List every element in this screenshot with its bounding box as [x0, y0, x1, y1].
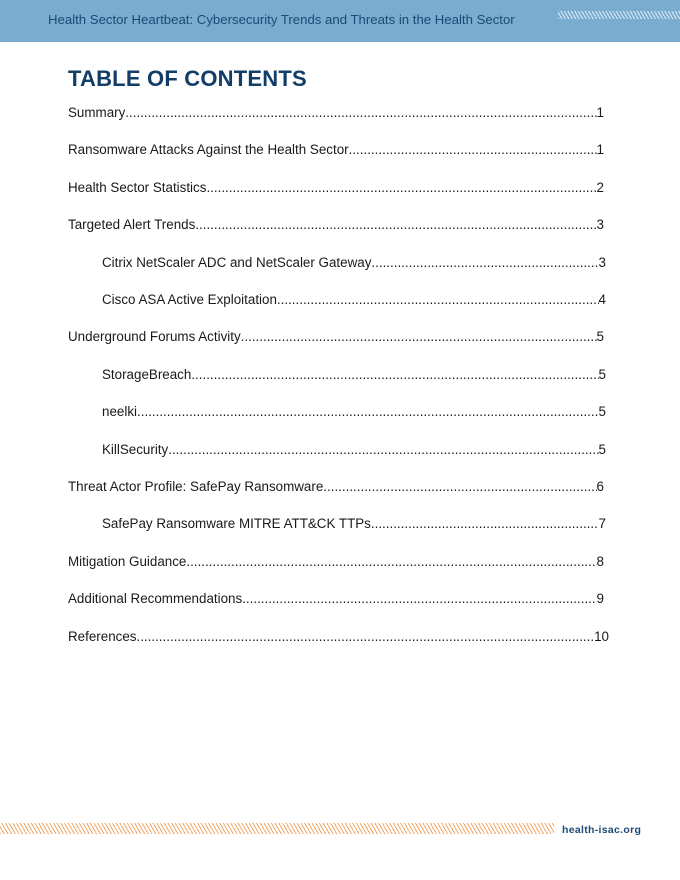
toc-dot-leader: [186, 553, 596, 571]
toc-dot-leader: [168, 441, 598, 459]
toc-dot-leader: [206, 179, 596, 197]
toc-entry-label: StorageBreach: [102, 366, 192, 382]
toc-dot-leader: [136, 628, 594, 646]
toc-dot-leader: [349, 141, 597, 159]
toc-entry-label: Summary: [68, 105, 126, 120]
toc-entry-page-number: 4: [598, 292, 606, 307]
toc-entry[interactable]: [102, 254, 606, 272]
toc-entry-label: Threat Actor Profile: SafePay Ransomware: [68, 479, 324, 494]
toc-entry-label: Mitigation Guidance: [68, 553, 187, 569]
toc-entry-page-number: 8: [596, 553, 604, 569]
toc-dot-leader: [195, 216, 596, 234]
toc-dot-leader: [371, 254, 598, 272]
header-hatch-decoration: [558, 11, 680, 19]
toc-entry-page-number: 2: [596, 179, 604, 195]
toc-entry[interactable]: [68, 104, 604, 122]
toc-entry[interactable]: [68, 216, 604, 234]
footer-hatch-decoration: [0, 823, 554, 834]
toc-entry-label: SafePay Ransomware MITRE ATT&CK TTPs: [102, 516, 371, 532]
toc-entry-label: Underground Forums Activity: [68, 329, 241, 345]
header-band: [0, 0, 680, 42]
toc-entry[interactable]: [68, 553, 604, 571]
toc-entry[interactable]: [102, 441, 606, 459]
toc-dot-leader: [191, 366, 598, 384]
toc-entry[interactable]: [68, 478, 604, 496]
toc-dot-leader: [371, 515, 599, 533]
toc-entry-page-number: 1: [596, 142, 604, 158]
toc-entry[interactable]: [102, 366, 606, 384]
toc-heading: TABLE OF CONTENTS: [68, 66, 307, 91]
toc-entry-label: References: [68, 628, 137, 644]
toc-entry-page-number: 10: [594, 628, 609, 644]
toc-entry-page-number: 3: [598, 254, 606, 270]
toc-entry-label: KillSecurity: [102, 441, 169, 457]
toc-dot-leader: [277, 291, 599, 309]
toc-dot-leader: [242, 590, 596, 608]
toc-entry-label: Cisco ASA Active Exploitation: [102, 292, 277, 307]
toc-entry-page-number: 5: [598, 404, 606, 420]
toc-entry-label: Health Sector Statistics: [68, 179, 207, 195]
toc-entry-label: Targeted Alert Trends: [68, 217, 196, 233]
toc-entry-page-number: 5: [598, 441, 606, 457]
toc-entry-label: Ransomware Attacks Against the Health Sector: [68, 142, 349, 158]
footer-website-link[interactable]: health-isac.org: [562, 824, 642, 836]
toc-entry-label: Additional Recommendations: [68, 591, 243, 607]
toc-entry-page-number: 5: [598, 366, 606, 382]
toc-entry-page-number: 3: [596, 217, 604, 233]
toc-entry-label: neelki: [102, 404, 137, 420]
toc-entry[interactable]: [68, 328, 604, 346]
toc-entry[interactable]: [102, 291, 606, 309]
toc-entry[interactable]: [68, 590, 604, 608]
toc-entry[interactable]: [68, 141, 604, 159]
document-header-title: Health Sector Heartbeat: Cybersecurity Trends and Threats in the Health Sector: [48, 12, 515, 27]
toc-dot-leader: [241, 328, 597, 346]
toc-dot-leader: [323, 478, 596, 496]
toc-entry-label: Citrix NetScaler ADC and NetScaler Gateway: [102, 254, 372, 270]
toc-dot-leader: [125, 104, 596, 122]
toc-entry-page-number: 7: [598, 516, 606, 532]
toc-entry[interactable]: [68, 628, 609, 646]
toc-entry-page-number: 6: [596, 479, 604, 494]
toc-entry-page-number: 1: [596, 105, 604, 120]
toc-dot-leader: [137, 403, 599, 421]
toc-entry-page-number: 9: [596, 591, 604, 607]
toc-entry[interactable]: [68, 179, 604, 197]
toc-entry[interactable]: [102, 515, 606, 533]
toc-entry-page-number: 5: [596, 329, 604, 345]
toc-entry[interactable]: [102, 403, 606, 421]
